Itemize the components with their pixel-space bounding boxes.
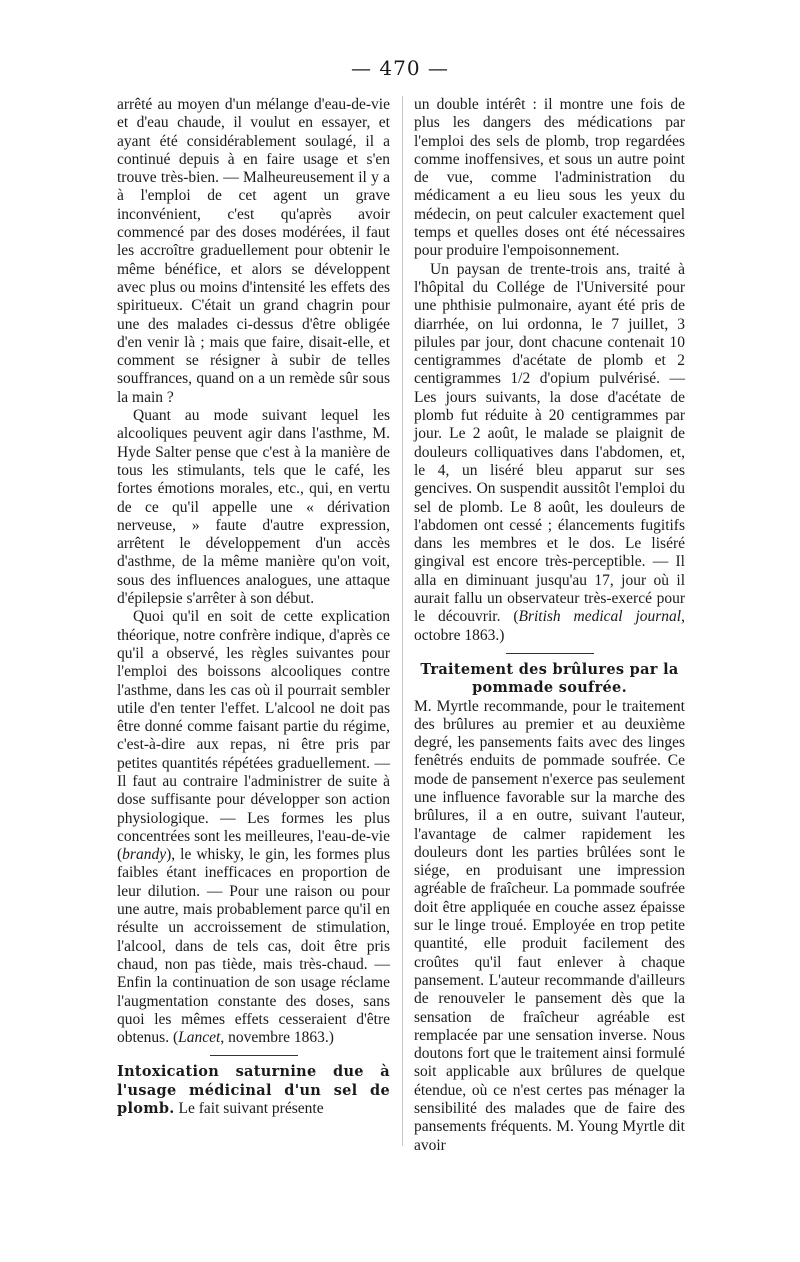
section-heading: Intoxication saturnine due à l'usage médicinal d'un sel de plomb. <box>117 1063 390 1118</box>
section-divider <box>506 653 594 654</box>
text-run: Quoi qu'il en soit de cette explication théorique, notre confrère indique, d'après ce qu'il a observé, les règles suivantes pour l'emploi des boissons alcooliques contre l'asthme, dans les cas où il pourrait sembler utile d'en tenter l'effet. L'alcool ne doit pas être donné comme faisant partie du régime, c'est-à-dire aux repas, ni être pris par petites quantités répétées graduellement. — Il faut au contraire l'administrer de suite à dose suffisante pour développer son action physiologique. — Les formes les plus concentrées sont les meilleures, l'eau-de-vie ( <box>117 608 390 864</box>
text-run: Le fait suivant présente <box>174 1100 324 1118</box>
source-citation: Lancet <box>178 1029 221 1047</box>
paragraph: M. Myrtle recommande, pour le traitement des brûlures au premier et au deuxième degré, les pansements faits avec des linges fenêtrés enduits de pommade soufrée. Ce mode de pansement n'exerce pas seulement une influence favorable sur la marche des brûlures, il a en outre, suivant l'auteur, l'avantage de calmer rapidement les douleurs dont les parties brûlées sont le siége, en produisant une impression agréable de fraîcheur. La pommade soufrée doit être appliquée en couche assez épaisse sur le linge troué. Employée en trop petite quantité, elle produit facilement des croûtes qu'il faut enlever à chaque pansement. L'auteur recommande d'ailleurs de renouveler le pansement dès que la sensation de fraîcheur agréable est remplacée par une sensation inverse. Nous doutons fort que le traitement ainsi formulé soit applicable aux brûlures de quelque étendue, où ce n'est certes pas ménager la sensibilité des malades que de faire des pansements fréquents. M. Young Myrtle dit avoir <box>414 697 685 1154</box>
section-heading: Traitement des brûlures par la pommade soufrée. <box>420 660 679 697</box>
italic-term: brandy <box>122 846 167 864</box>
left-column <box>117 96 390 1118</box>
text-run: Un paysan de trente-trois ans, traité à l'hôpital du Collége de l'Université pour une phthisie pulmonaire, ayant été pris de diarrhée, on lui ordonna, le 7 juillet, 3 pilules par jour, dont chacune contenait 10 centigrammes d'acétate de plomb et 2 centigrammes 1/2 d'opium pulvérisé. — Les jours suivants, la dose d'acétate de plomb fut réduite à 20 centigrammes par jour. Le 2 août, le malade se plaignit de douleurs colliquatives dans l'abdomen, et, le 4, un liséré bleu apparut sur ses gencives. On suspendit aussitôt l'emploi du sel de plomb. Le 8 août, les douleurs de l'abdomen ont cessé ; élancements fugitifs dans les membres et le dos. Le liséré gingival est encore très-perceptible. — Il alla en diminuant jusqu'au 17, jour où il aurait fallu un observateur très-exercé pour le découvrir. ( <box>414 260 685 626</box>
paragraph: arrêté au moyen d'un mélange d'eau-de-vie et d'eau chaude, il voulut en essayer, et ayant été considérablement soulagé, il a continué depuis à en faire usage et s'en trouve très-bien. — Malheureusement il y a à l'emploi de cet agent un grave inconvénient, c'est qu'après avoir commencé par des doses modérées, il faut les accroître graduellement pour obtenir le même bénéfice, et alors se développent avec plus ou moins d'intensité les effets des spiritueux. C'était un grand chagrin pour une des malades ci-dessus d'être obligée d'en venir là ; mais que faire, disait-elle, et comment se résigner à subir de telles souffrances, quand on a un remède sûr sous la main ? <box>117 96 390 406</box>
paragraph <box>117 608 390 1047</box>
column-divider <box>402 96 403 1146</box>
text-run: , novembre 1863.) <box>220 1029 334 1047</box>
section-heading-paragraph <box>117 1063 390 1118</box>
paragraph: Quant au mode suivant lequel les alcooliques peuvent agir dans l'asthme, M. Hyde Salter pense que c'est à la manière de tous les stimulants, tels que le café, les fortes émotions morales, etc., qui, en vertu de ce qu'il appelle une « dérivation nerveuse, » faute d'autre expression, arrêtent le développement d'un accès d'asthme, de la même manière qu'on voit, sous des influences analogues, une attaque d'épilepsie s'arrêter à son début. <box>117 407 390 608</box>
paragraph: un double intérêt : il montre une fois de plus les dangers des médications par l'emploi des sels de plomb, trop regardées comme inoffensives, et sous un autre point de vue, comme l'administration du médicament a eu lieu sous les yeux du médecin, on peut calculer exactement quel temps et quelles doses ont été nécessaires pour produire l'empoisonnement. <box>414 96 685 260</box>
text-run: ), le whisky, le gin, les formes plus faibles étant inefficaces en proportion de leur dilution. — Pour une raison ou pour une autre, mais probablement parce qu'il en résulte un accroissement de stimulation, l'alcool, dans de tels cas, doit être pris chaud, non pas tiède, mais très-chaud. — Enfin la continuation de son usage réclame l'augmentation constante des doses, sans quoi les mêmes effets cesseraient d'être obtenus. ( <box>117 846 390 1047</box>
right-column <box>414 96 685 1155</box>
page-number: — 470 — <box>351 56 449 80</box>
source-citation: British medical journal <box>518 608 682 626</box>
section-divider <box>210 1055 298 1056</box>
paragraph <box>414 261 685 645</box>
text-run: , octobre 1863.) <box>414 608 685 644</box>
